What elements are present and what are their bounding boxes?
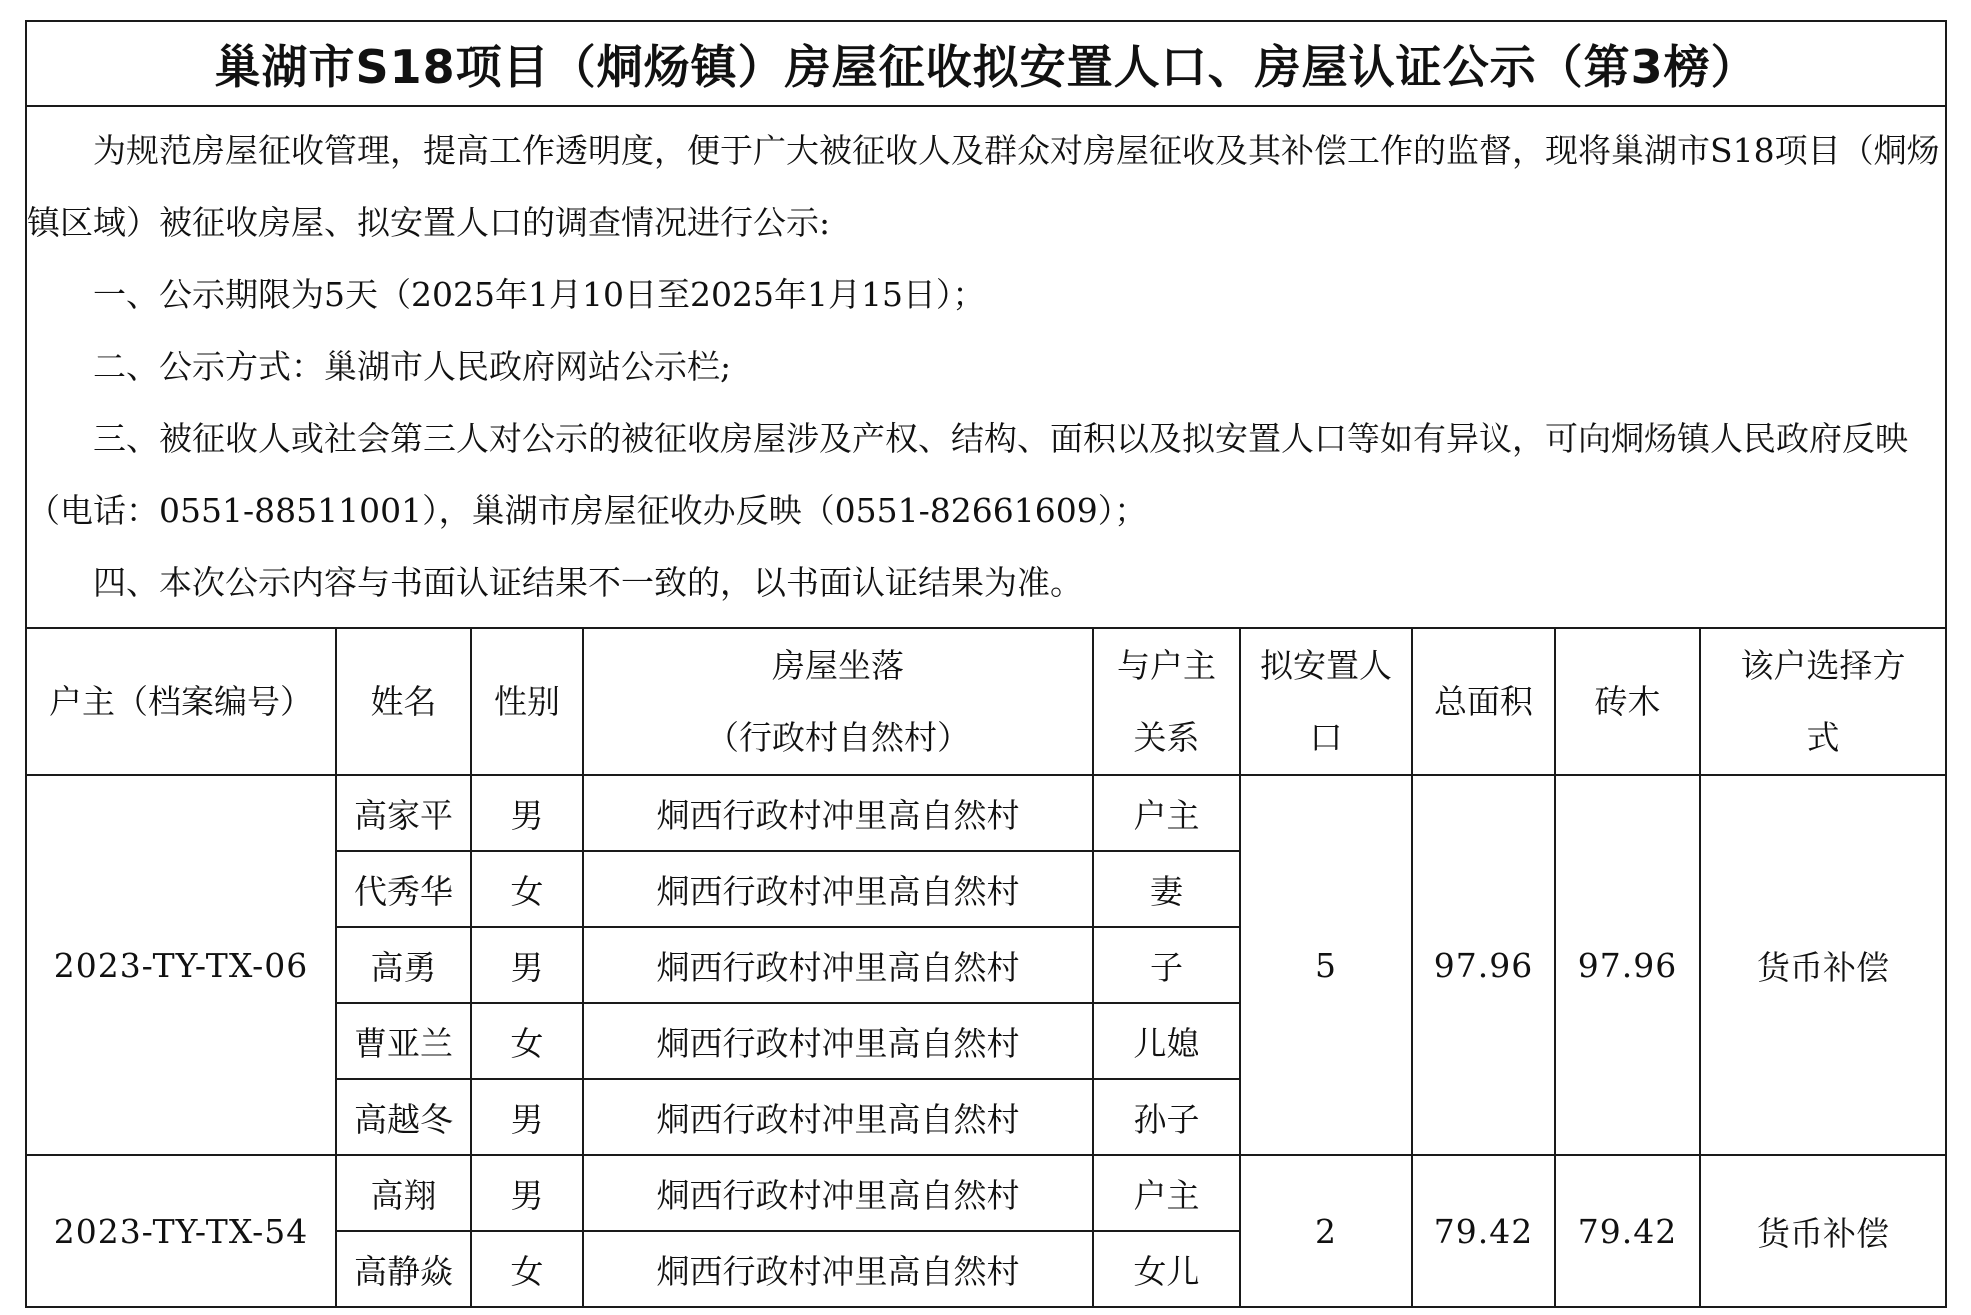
precedence-item: 四、本次公示内容与书面认证结果不一致的，以书面认证结果为准。 — [93, 563, 1083, 602]
intro-section — [26, 106, 1946, 628]
member-location: 烔西行政村冲里高自然村 — [583, 1231, 1093, 1307]
compensation-choice-cell: 货币补偿 — [1700, 775, 1946, 1155]
member-relation: 女儿 — [1093, 1231, 1240, 1307]
member-relation: 子 — [1093, 927, 1240, 1003]
intro-paragraph: 为规范房屋征收管理，提高工作透明度，便于广大被征收人及群众对房屋征收及其补偿工作的监督，现将巢湖市S18项目（烔炀镇区域）被征收房屋、拟安置人口的调查情况进行公示: — [27, 131, 1940, 242]
header-name: 姓名 — [336, 628, 471, 775]
header-brick-wood: 砖木 — [1555, 628, 1700, 775]
member-gender: 女 — [471, 1003, 583, 1079]
objection-contact-item: 三、被征收人或社会第三人对公示的被征收房屋涉及产权、结构、面积以及拟安置人口等如有异议，可向烔炀镇人民政府反映（电话：0551-88511001），巢湖市房屋征收办反映（0551-82661609）； — [27, 419, 1908, 530]
announcement-document — [25, 20, 1945, 1308]
total-area-cell: 97.96 — [1412, 775, 1555, 1155]
table-row — [26, 1155, 1946, 1231]
notice-method-item: 二、公示方式：巢湖市人民政府网站公示栏; — [93, 347, 732, 386]
table-row — [26, 775, 1946, 851]
member-relation: 儿媳 — [1093, 1003, 1240, 1079]
member-relation: 妻 — [1093, 851, 1240, 927]
member-location: 烔西行政村冲里高自然村 — [583, 1079, 1093, 1155]
owner-id-cell: 2023-TY-TX-06 — [26, 775, 336, 1155]
member-relation: 户主 — [1093, 1155, 1240, 1231]
brick-wood-area-cell: 97.96 — [1555, 775, 1700, 1155]
brick-wood-area-cell: 79.42 — [1555, 1155, 1700, 1307]
header-relation: 与户主关系 — [1093, 628, 1240, 775]
table-header-row — [26, 628, 1946, 775]
member-gender: 男 — [471, 1155, 583, 1231]
header-people: 拟安置人口 — [1240, 628, 1412, 775]
member-relation: 孙子 — [1093, 1079, 1240, 1155]
member-name: 高越冬 — [336, 1079, 471, 1155]
announcement-table — [25, 20, 1947, 1308]
member-name: 高静焱 — [336, 1231, 471, 1307]
member-gender: 男 — [471, 1079, 583, 1155]
member-name: 代秀华 — [336, 851, 471, 927]
header-total-area: 总面积 — [1412, 628, 1555, 775]
member-name: 曹亚兰 — [336, 1003, 471, 1079]
member-location: 烔西行政村冲里高自然村 — [583, 775, 1093, 851]
member-location: 烔西行政村冲里高自然村 — [583, 851, 1093, 927]
compensation-choice-cell: 货币补偿 — [1700, 1155, 1946, 1307]
header-location-line2: （行政村自然村） — [706, 717, 970, 757]
people-count-cell: 5 — [1240, 775, 1412, 1155]
member-gender: 女 — [471, 851, 583, 927]
member-name: 高翔 — [336, 1155, 471, 1231]
member-location: 烔西行政村冲里高自然村 — [583, 1155, 1093, 1231]
header-location-line1: 房屋坐落 — [772, 645, 904, 685]
member-name: 高勇 — [336, 927, 471, 1003]
owner-id-cell: 2023-TY-TX-54 — [26, 1155, 336, 1307]
member-location: 烔西行政村冲里高自然村 — [583, 1003, 1093, 1079]
notice-period-item: 一、公示期限为5天（2025年1月10日至2025年1月15日）； — [93, 275, 986, 314]
member-gender: 女 — [471, 1231, 583, 1307]
header-location — [583, 628, 1093, 775]
header-owner: 户主（档案编号） — [26, 628, 336, 775]
people-count-cell: 2 — [1240, 1155, 1412, 1307]
member-gender: 男 — [471, 927, 583, 1003]
member-gender: 男 — [471, 775, 583, 851]
header-choice: 该户选择方式 — [1700, 628, 1946, 775]
member-relation: 户主 — [1093, 775, 1240, 851]
total-area-cell: 79.42 — [1412, 1155, 1555, 1307]
member-name: 高家平 — [336, 775, 471, 851]
document-title: 巢湖市S18项目（烔炀镇）房屋征收拟安置人口、房屋认证公示（第3榜） — [26, 21, 1946, 106]
member-location: 烔西行政村冲里高自然村 — [583, 927, 1093, 1003]
header-gender: 性别 — [471, 628, 583, 775]
